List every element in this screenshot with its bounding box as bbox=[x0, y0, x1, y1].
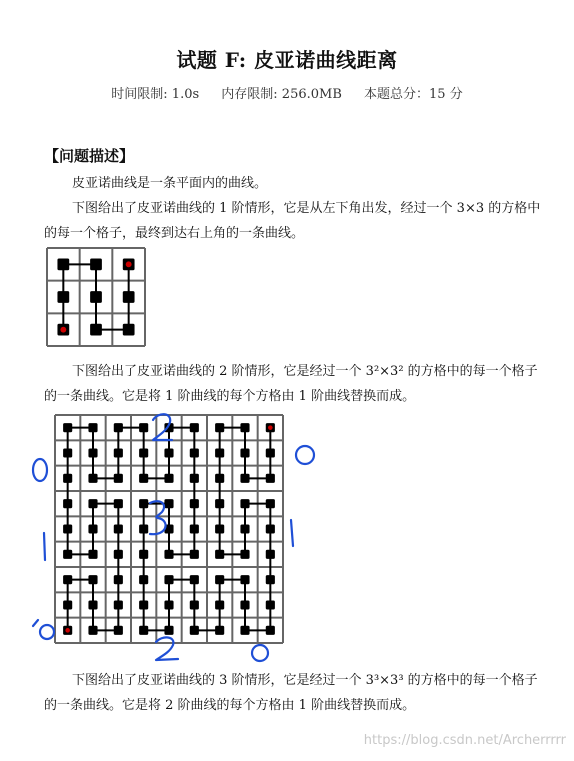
curve-node bbox=[57, 291, 69, 303]
paragraph-order3: 下图给出了皮亚诺曲线的 3 阶情形，它是经过一个 3³×3³ 的方格中的每一个格子的一条曲线。它是将 2 阶曲线的每个方格由 1 阶曲线替换而成。 bbox=[44, 673, 538, 713]
section-heading: 【问题描述】 bbox=[44, 147, 135, 165]
curve-node bbox=[90, 324, 102, 336]
curve-end-marker bbox=[126, 261, 132, 267]
peano-order1-figure bbox=[45, 246, 147, 348]
watermark: https://blog.csdn.net/Archerrrrr bbox=[363, 733, 566, 748]
curve-node bbox=[90, 291, 102, 303]
curve-node bbox=[123, 291, 135, 303]
curve-node bbox=[57, 258, 69, 270]
problem-title: 试题 F: 皮亚诺曲线距离 bbox=[176, 48, 398, 72]
handwritten-annotations bbox=[0, 400, 320, 670]
curve-start-marker bbox=[60, 327, 66, 333]
time-limit: 时间限制: 1.0s bbox=[111, 87, 200, 102]
paragraph-order1: 下图给出了皮亚诺曲线的 1 阶情形，它是从左下角出发，经过一个 3×3 的方格中的每一个格子，最终到达右上角的一条曲线。 bbox=[44, 201, 541, 241]
curve-node bbox=[90, 258, 102, 270]
paragraph-intro: 皮亚诺曲线是一条平面内的曲线。 bbox=[72, 176, 268, 191]
problem-limits bbox=[0, 83, 574, 102]
curve-node bbox=[123, 324, 135, 336]
total-score: 本题总分：15 分 bbox=[364, 87, 463, 102]
paragraph-order2: 下图给出了皮亚诺曲线的 2 阶情形，它是经过一个 3²×3² 的方格中的每一个格子的一条曲线。它是将 1 阶曲线的每个方格由 1 阶曲线替换而成。 bbox=[44, 364, 538, 404]
memory-limit: 内存限制: 256.0MB bbox=[221, 87, 342, 102]
